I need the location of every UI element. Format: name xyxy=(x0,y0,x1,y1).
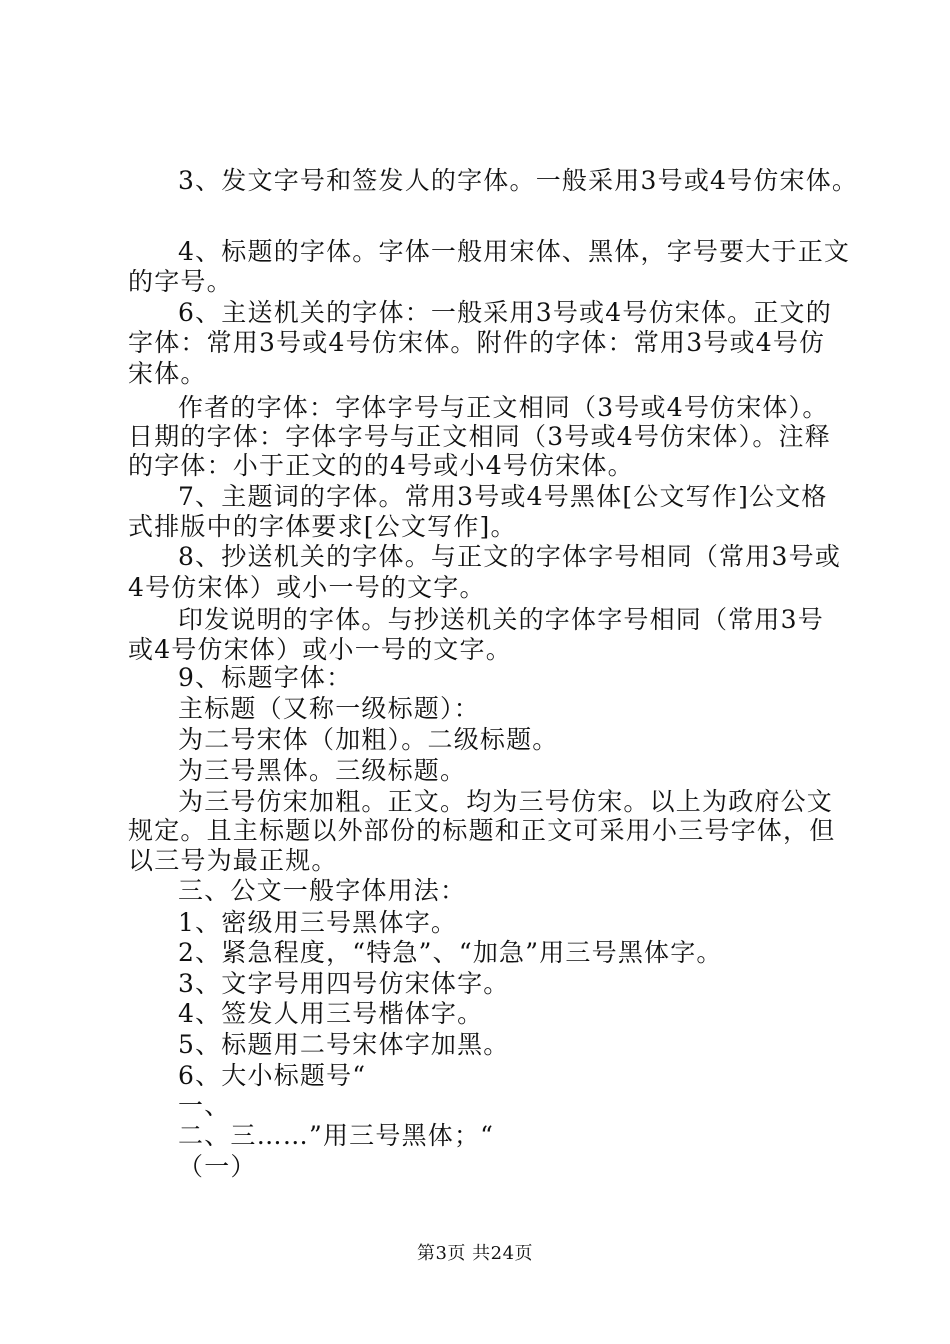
text-line: 7、主题词的字体。常用3号或4号黑体[公文写作]公文格 xyxy=(178,482,828,511)
text-line: 9、标题字体： xyxy=(178,663,353,692)
text-line: 以三号为最正规。 xyxy=(128,846,338,875)
text-line: 三、公文一般字体用法： xyxy=(178,876,467,905)
text-line: 规定。且主标题以外部份的标题和正文可采用小三号字体，但 xyxy=(128,816,836,845)
text-line: 3、发文字号和签发人的字体。一般采用3号或4号仿宋体。 xyxy=(178,166,859,195)
text-line: 宋体。 xyxy=(128,359,207,388)
text-line: 8、抄送机关的字体。与正文的字体字号相同（常用3号或 xyxy=(178,542,842,571)
text-line: （一） xyxy=(178,1152,257,1181)
text-line: 1、密级用三号黑体字。 xyxy=(178,908,458,937)
text-line: 或4号仿宋体）或小一号的文字。 xyxy=(128,635,512,664)
text-line: 为三号黑体。三级标题。 xyxy=(178,756,467,785)
text-line: 2、紧急程度，“特急”、“加急”用三号黑体字。 xyxy=(178,938,723,967)
text-line: 4、签发人用三号楷体字。 xyxy=(178,999,484,1028)
text-line: 为二号宋体（加粗）。二级标题。 xyxy=(178,725,559,754)
text-line: 6、大小标题号“ xyxy=(178,1061,367,1090)
text-line: 式排版中的字体要求[公文写作]。 xyxy=(128,512,517,541)
text-line: 5、标题用二号宋体字加黑。 xyxy=(178,1030,510,1059)
text-line: 4、标题的字体。字体一般用宋体、黑体，字号要大于正文 xyxy=(178,237,851,266)
text-line: 为三号仿宋加粗。正文。均为三号仿宋。以上为政府公文 xyxy=(178,787,834,816)
page-number-footer: 第3页 共24页 xyxy=(416,1243,534,1264)
text-line: 印发说明的字体。与抄送机关的字体字号相同（常用3号 xyxy=(178,605,824,634)
text-line: 作者的字体：字体字号与正文相同（3号或4号仿宋体）。 xyxy=(178,393,829,422)
text-line: 的字号。 xyxy=(128,267,233,296)
text-line: 日期的字体：字体字号与正文相同（3号或4号仿宋体）。注释 xyxy=(128,422,831,451)
text-line: 主标题（又称一级标题）： xyxy=(178,694,480,723)
text-line: 一、 xyxy=(178,1091,231,1120)
text-line: 3、文字号用四号仿宋体字。 xyxy=(178,969,510,998)
text-line: 的字体：小于正文的的4号或小4号仿宋体。 xyxy=(128,451,634,480)
text-line: 字体：常用3号或4号仿宋体。附件的字体：常用3号或4号仿 xyxy=(128,328,826,357)
text-line: 6、主送机关的字体：一般采用3号或4号仿宋体。正文的 xyxy=(178,298,832,327)
text-line: 4号仿宋体）或小一号的文字。 xyxy=(128,573,486,602)
text-line: 二、三……”用三号黑体；“ xyxy=(178,1121,495,1150)
